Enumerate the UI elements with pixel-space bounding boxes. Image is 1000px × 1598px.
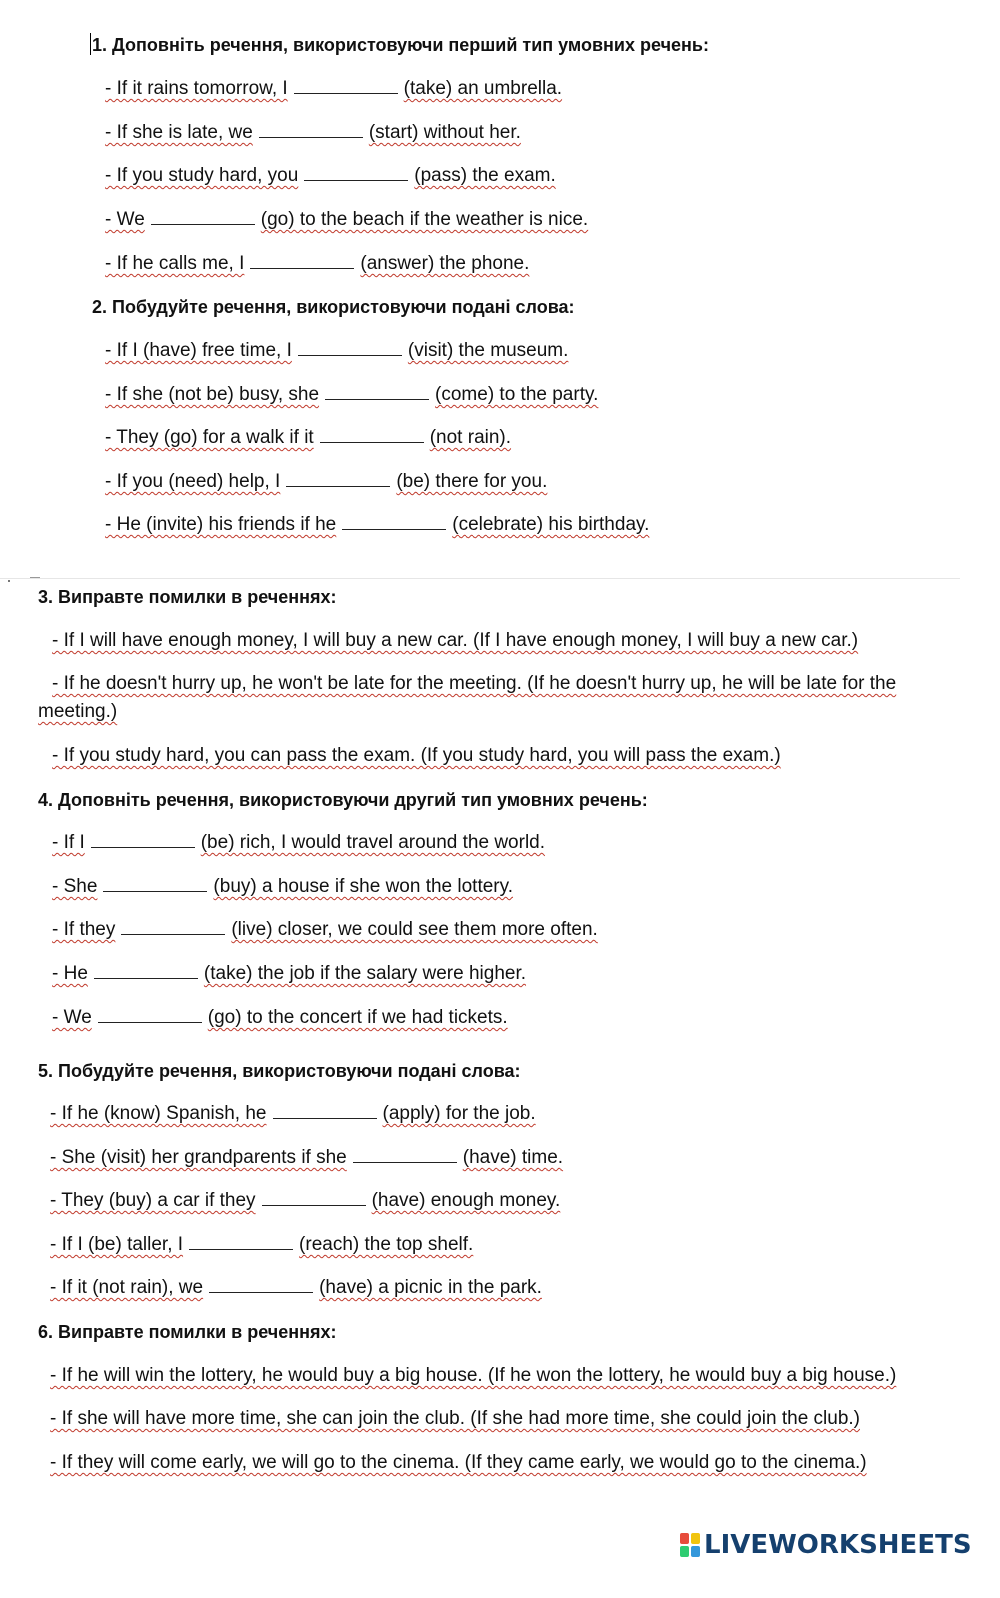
exercise-1-item-1 <box>105 77 562 101</box>
answer-blank[interactable] <box>250 267 354 269</box>
item-text-before: - If he calls me, I <box>105 253 245 274</box>
exercise-5-item-5 <box>50 1276 542 1300</box>
exercise-2-item-1 <box>105 339 568 363</box>
logo-square-icon <box>691 1533 700 1544</box>
answer-blank[interactable] <box>103 890 207 892</box>
item-text-after: (visit) the museum. <box>407 340 569 361</box>
answer-blank[interactable] <box>320 441 424 443</box>
item-text-after: (come) to the party. <box>435 384 599 405</box>
page-mark <box>30 577 40 578</box>
item-text-after: (reach) the top shelf. <box>299 1234 474 1255</box>
item-text-before: - If they <box>52 919 116 940</box>
answer-blank[interactable] <box>94 977 198 979</box>
answer-blank[interactable] <box>151 223 255 225</box>
exercise-4-item-4 <box>52 962 526 986</box>
item-text-after: (have) time. <box>462 1147 564 1168</box>
item-text-before: - If I (have) free time, I <box>105 340 292 361</box>
item-text-after: (be) there for you. <box>396 471 548 492</box>
answer-blank[interactable] <box>189 1248 293 1250</box>
item-text-after: (be) rich, I would travel around the world. <box>200 832 546 853</box>
item-text-before: - If you study hard, you <box>105 165 299 186</box>
exercise-1-item-3 <box>105 164 556 188</box>
item-text: - If I will have enough money, I will buy a new car. (If I have enough money, I will buy a new car.) <box>52 630 859 651</box>
item-text: - If they will come early, we will go to the cinema. (If they came early, we would go to the cinema.) <box>50 1452 867 1473</box>
answer-blank[interactable] <box>325 398 429 400</box>
item-text-after: (go) to the beach if the weather is nice. <box>260 209 589 230</box>
answer-blank[interactable] <box>286 485 390 487</box>
text-cursor <box>90 33 91 55</box>
exercise-3-item-3 <box>52 744 781 768</box>
item-text-before: - She <box>52 876 98 897</box>
exercise-3-item-2 <box>38 670 948 726</box>
item-text: - If you study hard, you can pass the exam. (If you study hard, you will pass the exam.) <box>52 745 781 766</box>
answer-blank[interactable] <box>262 1204 366 1206</box>
item-text-before: - They (go) for a walk if it <box>105 427 314 448</box>
item-text-after: (take) an umbrella. <box>403 78 563 99</box>
exercise-3-item-1 <box>52 629 858 653</box>
exercise-1-item-4 <box>105 208 588 232</box>
item-text-before: - We <box>105 209 145 230</box>
item-text-before: - They (buy) a car if they <box>50 1190 256 1211</box>
answer-blank[interactable] <box>209 1291 313 1293</box>
item-text-after: (buy) a house if she won the lottery. <box>213 876 514 897</box>
answer-blank[interactable] <box>342 528 446 530</box>
item-text-before: - If it rains tomorrow, I <box>105 78 288 99</box>
section-3-heading: 3. Виправте помилки в реченнях: <box>38 587 337 607</box>
answer-blank[interactable] <box>98 1021 202 1023</box>
exercise-2-item-4 <box>105 470 547 494</box>
item-text-before: - If I <box>52 832 85 853</box>
item-text-before: - He <box>52 963 88 984</box>
item-text-after: (answer) the phone. <box>360 253 530 274</box>
exercise-2-item-5 <box>105 513 649 537</box>
answer-blank[interactable] <box>121 933 225 935</box>
answer-blank[interactable] <box>298 354 402 356</box>
exercise-2-item-3 <box>105 426 511 450</box>
item-text-before: - If I (be) taller, I <box>50 1234 184 1255</box>
item-text-before: - She (visit) her grandparents if she <box>50 1147 347 1168</box>
section-5-heading: 5. Побудуйте речення, використовуючи подані слова: <box>38 1061 521 1081</box>
exercise-5-item-2 <box>50 1146 563 1170</box>
section-4-heading: 4. Доповніть речення, використовуючи другий тип умовних речень: <box>38 790 648 810</box>
answer-blank[interactable] <box>353 1161 457 1163</box>
exercise-1-item-2 <box>105 121 521 145</box>
item-text-after: (live) closer, we could see them more often. <box>231 919 598 940</box>
logo-square-icon <box>680 1533 689 1544</box>
logo-text: LIVEWORKSHEETS <box>704 1530 972 1560</box>
answer-blank[interactable] <box>304 179 408 181</box>
exercise-4-item-1 <box>52 831 545 855</box>
page-mark <box>8 580 10 582</box>
logo-square-icon <box>680 1546 689 1557</box>
item-text-after: (apply) for the job. <box>382 1103 536 1124</box>
answer-blank[interactable] <box>294 92 398 94</box>
exercise-6-item-2 <box>50 1407 860 1431</box>
item-text-before: - If you (need) help, I <box>105 471 281 492</box>
logo-mark-icon <box>680 1533 700 1557</box>
answer-blank[interactable] <box>273 1117 377 1119</box>
item-text-after: (celebrate) his birthday. <box>452 514 650 535</box>
answer-blank[interactable] <box>259 136 363 138</box>
section-1-heading: 1. Доповніть речення, використовуючи перший тип умовних речень: <box>92 35 709 55</box>
answer-blank[interactable] <box>91 846 195 848</box>
exercise-6-item-1 <box>50 1364 896 1388</box>
item-text-before: - If she (not be) busy, she <box>105 384 320 405</box>
item-text-before: - If she is late, we <box>105 122 253 143</box>
item-text: - If he will win the lottery, he would buy a big house. (If he won the lottery, he would buy a big house.) <box>50 1365 897 1386</box>
liveworksheets-logo[interactable] <box>680 1528 972 1562</box>
exercise-5-item-3 <box>50 1189 560 1213</box>
item-text-before: - If he (know) Spanish, he <box>50 1103 267 1124</box>
item-text: - If she will have more time, she can join the club. (If she had more time, she could join the club.) <box>50 1408 860 1429</box>
item-text-before: - If it (not rain), we <box>50 1277 204 1298</box>
item-text-after: (go) to the concert if we had tickets. <box>207 1007 508 1028</box>
exercise-5-item-4 <box>50 1233 473 1257</box>
page-divider <box>0 578 960 579</box>
logo-square-icon <box>691 1546 700 1557</box>
exercise-5-item-1 <box>50 1102 536 1126</box>
item-text: - If he doesn't hurry up, he won't be late for the meeting. (If he doesn't hurry up, he will be late for the meeting.) <box>38 673 897 722</box>
exercise-4-item-3 <box>52 918 598 942</box>
exercise-2-item-2 <box>105 383 598 407</box>
section-6-heading: 6. Виправте помилки в реченнях: <box>38 1322 337 1342</box>
item-text-after: (take) the job if the salary were higher. <box>203 963 527 984</box>
exercise-6-item-3 <box>50 1451 867 1475</box>
item-text-before: - We <box>52 1007 92 1028</box>
exercise-4-item-5 <box>52 1006 508 1030</box>
item-text-after: (not rain). <box>429 427 512 448</box>
item-text-after: (have) enough money. <box>371 1190 561 1211</box>
exercise-1-item-5 <box>105 252 529 276</box>
exercise-4-item-2 <box>52 875 513 899</box>
item-text-after: (pass) the exam. <box>414 165 556 186</box>
item-text-after: (have) a picnic in the park. <box>319 1277 542 1298</box>
section-2-heading: 2. Побудуйте речення, використовуючи подані слова: <box>92 297 575 317</box>
item-text-before: - He (invite) his friends if he <box>105 514 337 535</box>
item-text-after: (start) without her. <box>368 122 521 143</box>
